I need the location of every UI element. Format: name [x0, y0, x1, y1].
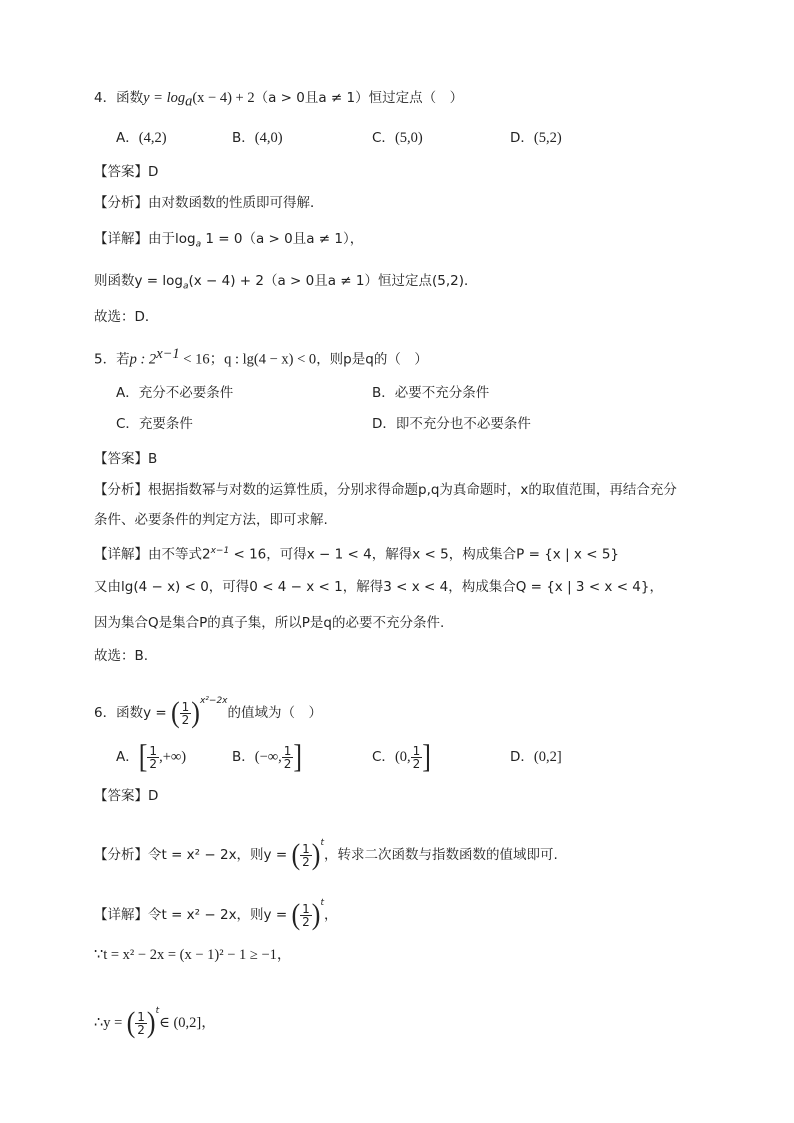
q4-stem-formula-tail: (x − 4) + 2: [192, 90, 255, 106]
detail-text: < 16，可得x − 1 < 4，解得x < 5，构成集合P = {x | x < 5}: [229, 546, 619, 563]
detail-sub: a: [195, 239, 202, 250]
one-half-fraction: [300, 903, 312, 928]
exponent: t: [155, 1006, 160, 1016]
denominator: 2: [181, 712, 190, 727]
q4-option-b[interactable]: [232, 128, 283, 148]
q5-stem-p: p : 2: [129, 351, 157, 368]
q5-detail-line-3: 因为集合Q是集合P的真子集，所以P是q的必要不充分条件.: [94, 615, 445, 631]
option-letter: D．: [372, 416, 396, 432]
q4-option-d[interactable]: [510, 128, 562, 148]
q6-stem-prefix: 6．函数y =: [94, 705, 167, 721]
exponent: t: [320, 838, 324, 848]
option-letter: C．: [372, 749, 395, 765]
detail-sub: a: [182, 281, 189, 292]
right-paren: ): [311, 897, 321, 932]
option-letter: D．: [510, 749, 534, 765]
option-text: 即不充分也不必要条件: [395, 416, 531, 432]
denominator: 2: [412, 756, 421, 771]
q5-detail-line-1: [94, 541, 619, 565]
numerator: 1: [302, 901, 310, 916]
detail-text: ∴y =: [94, 1015, 123, 1031]
option-text: 充分不必要条件: [138, 385, 234, 401]
q5-option-b[interactable]: [372, 383, 489, 403]
right-paren: ): [146, 1005, 156, 1040]
q6-detail-line-3: [94, 994, 216, 1040]
option-letter: B．: [232, 130, 255, 146]
q4-stem-condition: （a > 0且a ≠ 1）恒过定点（ ）: [254, 90, 464, 106]
numerator: 1: [302, 841, 310, 856]
q4-option-a[interactable]: [116, 128, 167, 148]
denominator: 2: [283, 756, 292, 771]
option-value: (−∞,: [254, 749, 282, 765]
q6-stem: [94, 684, 322, 730]
option-value: (5,2): [533, 130, 562, 146]
denominator: 2: [137, 1022, 145, 1037]
q5-answer: [94, 449, 157, 469]
q5-analysis-line-2: 条件、必要条件的判定方法，即可求解.: [94, 512, 328, 528]
q6-detail-line-2: ∵t = x² − 2x = (x − 1)² − 1 ≥ −1，: [94, 947, 292, 963]
detail-text: ，: [323, 907, 338, 923]
detail-text: 则函数y = log: [94, 273, 183, 289]
analysis-tag: 【分析】: [94, 482, 148, 498]
answer-value: D: [148, 788, 159, 804]
numerator: 1: [137, 1009, 145, 1024]
analysis-text: 由对数函数的性质即可得解．: [148, 195, 324, 211]
q6-analysis: [94, 826, 558, 872]
one-half-fraction: [147, 745, 159, 770]
answer-value: B: [148, 451, 158, 467]
answer-value: D: [148, 164, 159, 180]
analysis-text: 令t = x² − 2x，则y =: [148, 847, 288, 863]
q5-option-d[interactable]: [372, 414, 531, 434]
exponent: x²−2x: [199, 696, 228, 706]
analysis-tag: 【分析】: [94, 847, 148, 863]
detail-tag: 【详解】: [94, 907, 148, 923]
numerator: 1: [149, 743, 158, 758]
q5-stem-end: ，则p是q的（ ）: [316, 351, 428, 368]
q5-detail-line-2: 又由lg(4 − x) < 0，可得0 < 4 − x < 1，解得3 < x < 4，构成集合Q = {x | 3 < x < 4}，: [94, 579, 663, 595]
right-paren: ): [311, 837, 321, 872]
detail-sup: x−1: [210, 546, 230, 556]
detail-text: ∈ (0,2]，: [159, 1015, 216, 1031]
q4-stem-formula: y = log: [143, 90, 186, 106]
right-paren: ): [191, 695, 200, 730]
analysis-tag: 【分析】: [94, 195, 148, 211]
option-letter: B．: [372, 385, 395, 401]
exponent: t: [320, 898, 324, 908]
q6-stem-end: 的值域为（ ）: [227, 705, 322, 721]
q5-stem-prefix: 5．若: [94, 351, 130, 368]
one-half-fraction: [135, 1011, 147, 1036]
option-text: 必要不充分条件: [394, 385, 490, 401]
q6-detail-line-1: [94, 886, 337, 932]
q4-detail-line-1: [94, 229, 363, 255]
q4-choose: 故选：D．: [94, 309, 159, 325]
analysis-text: 根据指数幂与对数的运算性质，分别求得命题p,q为真命题时，x的取值范围，再结合充分: [148, 482, 677, 498]
q6-option-d[interactable]: [510, 740, 562, 774]
q4-answer: [94, 162, 158, 182]
q5-option-a[interactable]: [116, 383, 233, 403]
left-bracket: [: [138, 738, 148, 775]
option-letter: B．: [232, 749, 255, 765]
numerator: 1: [283, 743, 292, 758]
left-paren: (: [170, 695, 180, 730]
option-value: ,+∞): [159, 749, 187, 765]
left-paren: (: [291, 897, 301, 932]
option-letter: C．: [372, 130, 395, 146]
q4-analysis: [94, 193, 324, 213]
option-value: (0,: [394, 749, 411, 765]
q4-stem-log-base: a: [185, 93, 193, 110]
one-half-fraction: [300, 843, 312, 868]
detail-text: (x − 4) + 2（a > 0且a ≠ 1）恒过定点(5,2)．: [188, 273, 478, 289]
option-letter: A．: [116, 385, 139, 401]
one-half-fraction: [411, 745, 423, 770]
denominator: 2: [302, 914, 310, 929]
q5-stem-p-tail: < 16；: [179, 351, 225, 368]
q6-option-a[interactable]: [116, 740, 186, 774]
left-paren: (: [126, 1005, 136, 1040]
left-paren: (: [291, 837, 301, 872]
option-letter: A．: [116, 130, 139, 146]
analysis-text: ，转求二次函数与指数函数的值域即可.: [323, 847, 558, 863]
option-value: (5,0): [394, 130, 423, 146]
one-half-fraction: [282, 745, 294, 770]
right-bracket: ]: [293, 738, 303, 775]
q4-detail-line-2: [94, 271, 478, 297]
one-half-fraction: [180, 701, 192, 726]
denominator: 2: [302, 854, 310, 869]
numerator: 1: [412, 743, 421, 758]
q6-answer: [94, 786, 158, 806]
right-bracket: ]: [422, 738, 431, 775]
denominator: 2: [149, 756, 158, 771]
answer-tag: 【答案】: [94, 788, 148, 804]
q6-option-c[interactable]: [372, 740, 431, 774]
detail-text: 由不等式2: [148, 546, 211, 563]
q5-option-c[interactable]: [116, 414, 193, 434]
q5-choose: 故选：B.: [94, 648, 149, 664]
option-value: (4,2): [138, 130, 167, 146]
q5-stem-q: q : lg(4 − x) < 0: [224, 351, 317, 368]
q4-option-c[interactable]: [372, 128, 423, 148]
detail-tag: 【详解】: [94, 546, 148, 563]
q4-stem-prefix: 4．函数: [94, 90, 144, 106]
q5-analysis-line-1: [94, 480, 677, 500]
option-letter: C．: [116, 416, 139, 432]
answer-tag: 【答案】: [94, 164, 148, 180]
answer-tag: 【答案】: [94, 451, 148, 467]
q5-stem: [94, 344, 428, 370]
detail-text: 由于log: [148, 231, 196, 247]
q6-option-b[interactable]: [232, 740, 302, 774]
option-value: (0,2]: [533, 749, 562, 765]
option-value: (4,0): [254, 130, 283, 146]
option-letter: A．: [116, 749, 139, 765]
option-text: 充要条件: [138, 416, 193, 432]
q5-stem-p-exp: x−1: [156, 346, 180, 362]
detail-text: 令t = x² − 2x，则y =: [148, 907, 288, 923]
option-letter: D．: [510, 130, 534, 146]
detail-tag: 【详解】: [94, 231, 148, 247]
q4-stem: [94, 88, 463, 112]
numerator: 1: [181, 699, 190, 714]
detail-text: 1 = 0（a > 0且a ≠ 1），: [201, 231, 364, 247]
